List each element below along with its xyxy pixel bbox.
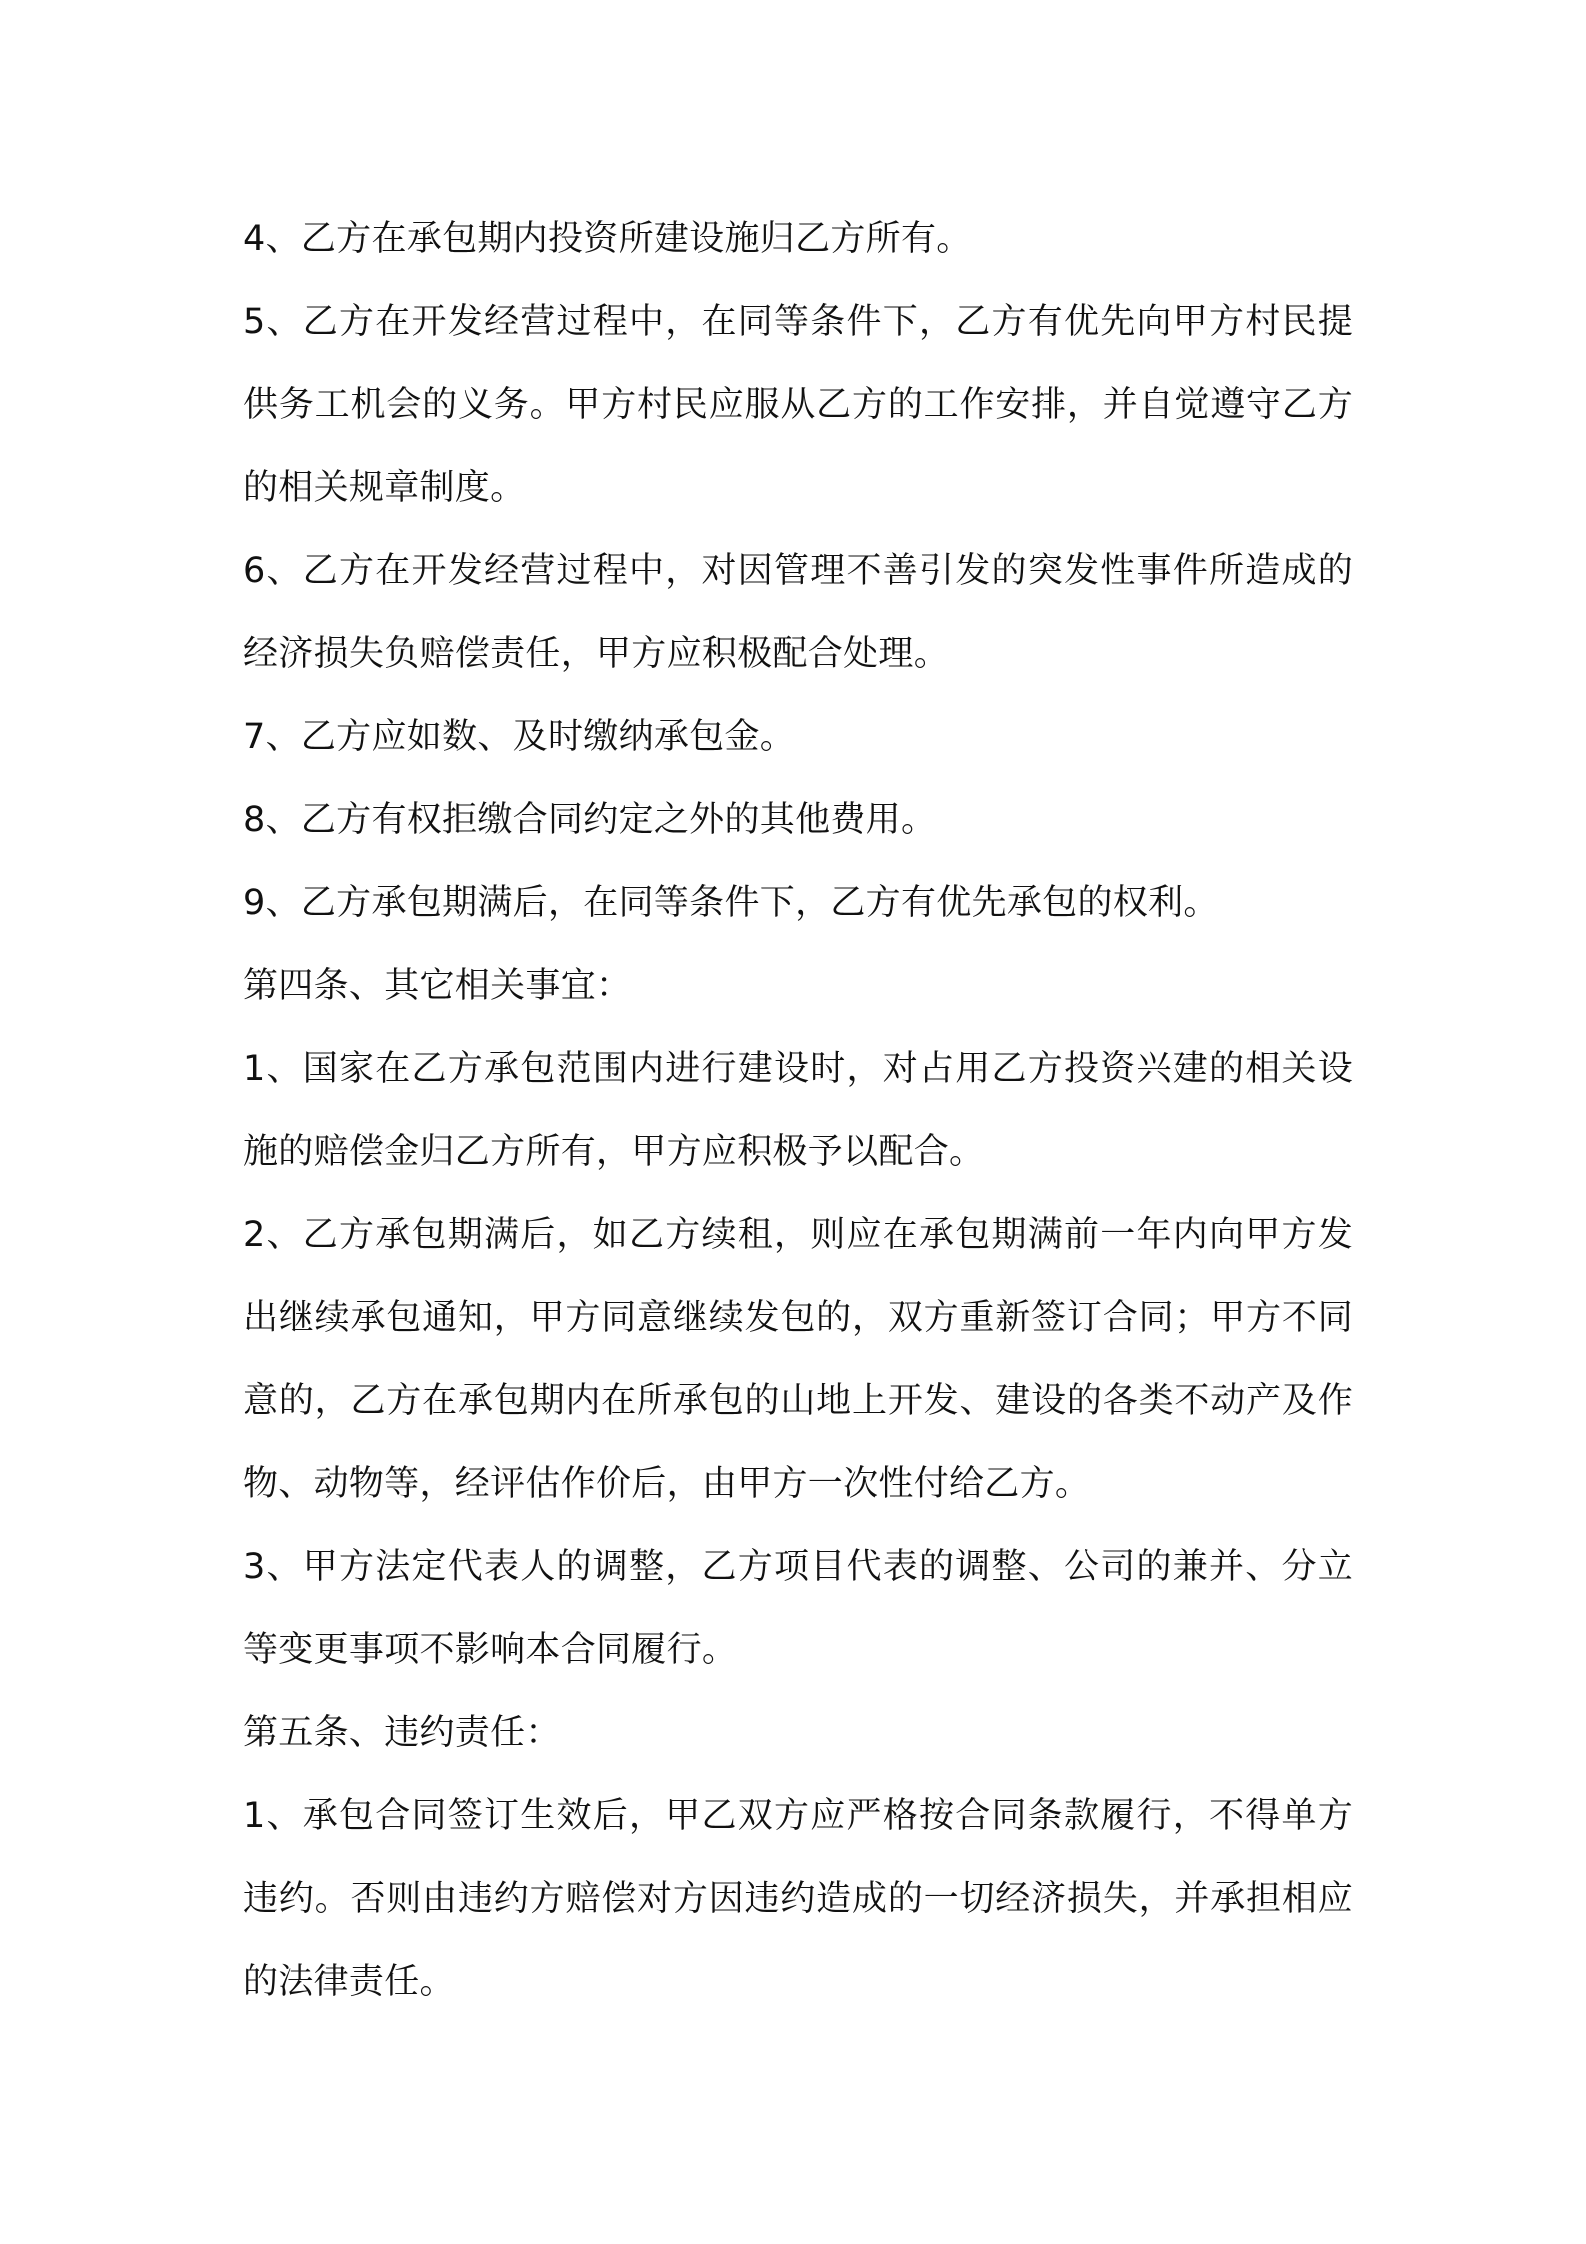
document-body <box>243 198 1353 2024</box>
clause-8-fees: 8、乙方有权拒缴合同约定之外的其他费用。 <box>243 800 937 840</box>
article-4-item-3: 3、甲方法定代表人的调整，乙方项目代表的调整、公司的兼并、分立等变更事项不影响本合同履行。 <box>243 1547 1353 1670</box>
clause-6-liability: 6、乙方在开发经营过程中，对因管理不善引发的突发性事件所造成的经济损失负赔偿责任，甲方应积极配合处理。 <box>243 551 1353 674</box>
clause-9-renewal-priority: 9、乙方承包期满后，在同等条件下，乙方有优先承包的权利。 <box>243 883 1219 923</box>
article-4-heading: 第四条、其它相关事宜： <box>243 966 632 1006</box>
clause-7-payment: 7、乙方应如数、及时缴纳承包金。 <box>243 717 796 757</box>
article-4-item-2: 2、乙方承包期满后，如乙方续租，则应在承包期满前一年内向甲方发出继续承包通知，甲方同意继续发包的，双方重新签订合同；甲方不同意的，乙方在承包期内在所承包的山地上开发、建设的各类不动产及作物、动物等，经评估作价后，由甲方一次性付给乙方。 <box>243 1215 1353 1504</box>
article-5-heading: 第五条、违约责任： <box>243 1713 561 1753</box>
clause-4-assets: 4、乙方在承包期内投资所建设施归乙方所有。 <box>243 219 972 259</box>
clause-5-employment: 5、乙方在开发经营过程中，在同等条件下，乙方有优先向甲方村民提供务工机会的义务。甲方村民应服从乙方的工作安排，并自觉遵守乙方的相关规章制度。 <box>243 302 1353 508</box>
article-5-item-1: 1、承包合同签订生效后，甲乙双方应严格按合同条款履行，不得单方违约。否则由违约方赔偿对方因违约造成的一切经济损失，并承担相应的法律责任。 <box>243 1796 1353 2002</box>
article-4-item-1: 1、国家在乙方承包范围内进行建设时，对占用乙方投资兴建的相关设施的赔偿金归乙方所有，甲方应积极予以配合。 <box>243 1049 1353 1172</box>
